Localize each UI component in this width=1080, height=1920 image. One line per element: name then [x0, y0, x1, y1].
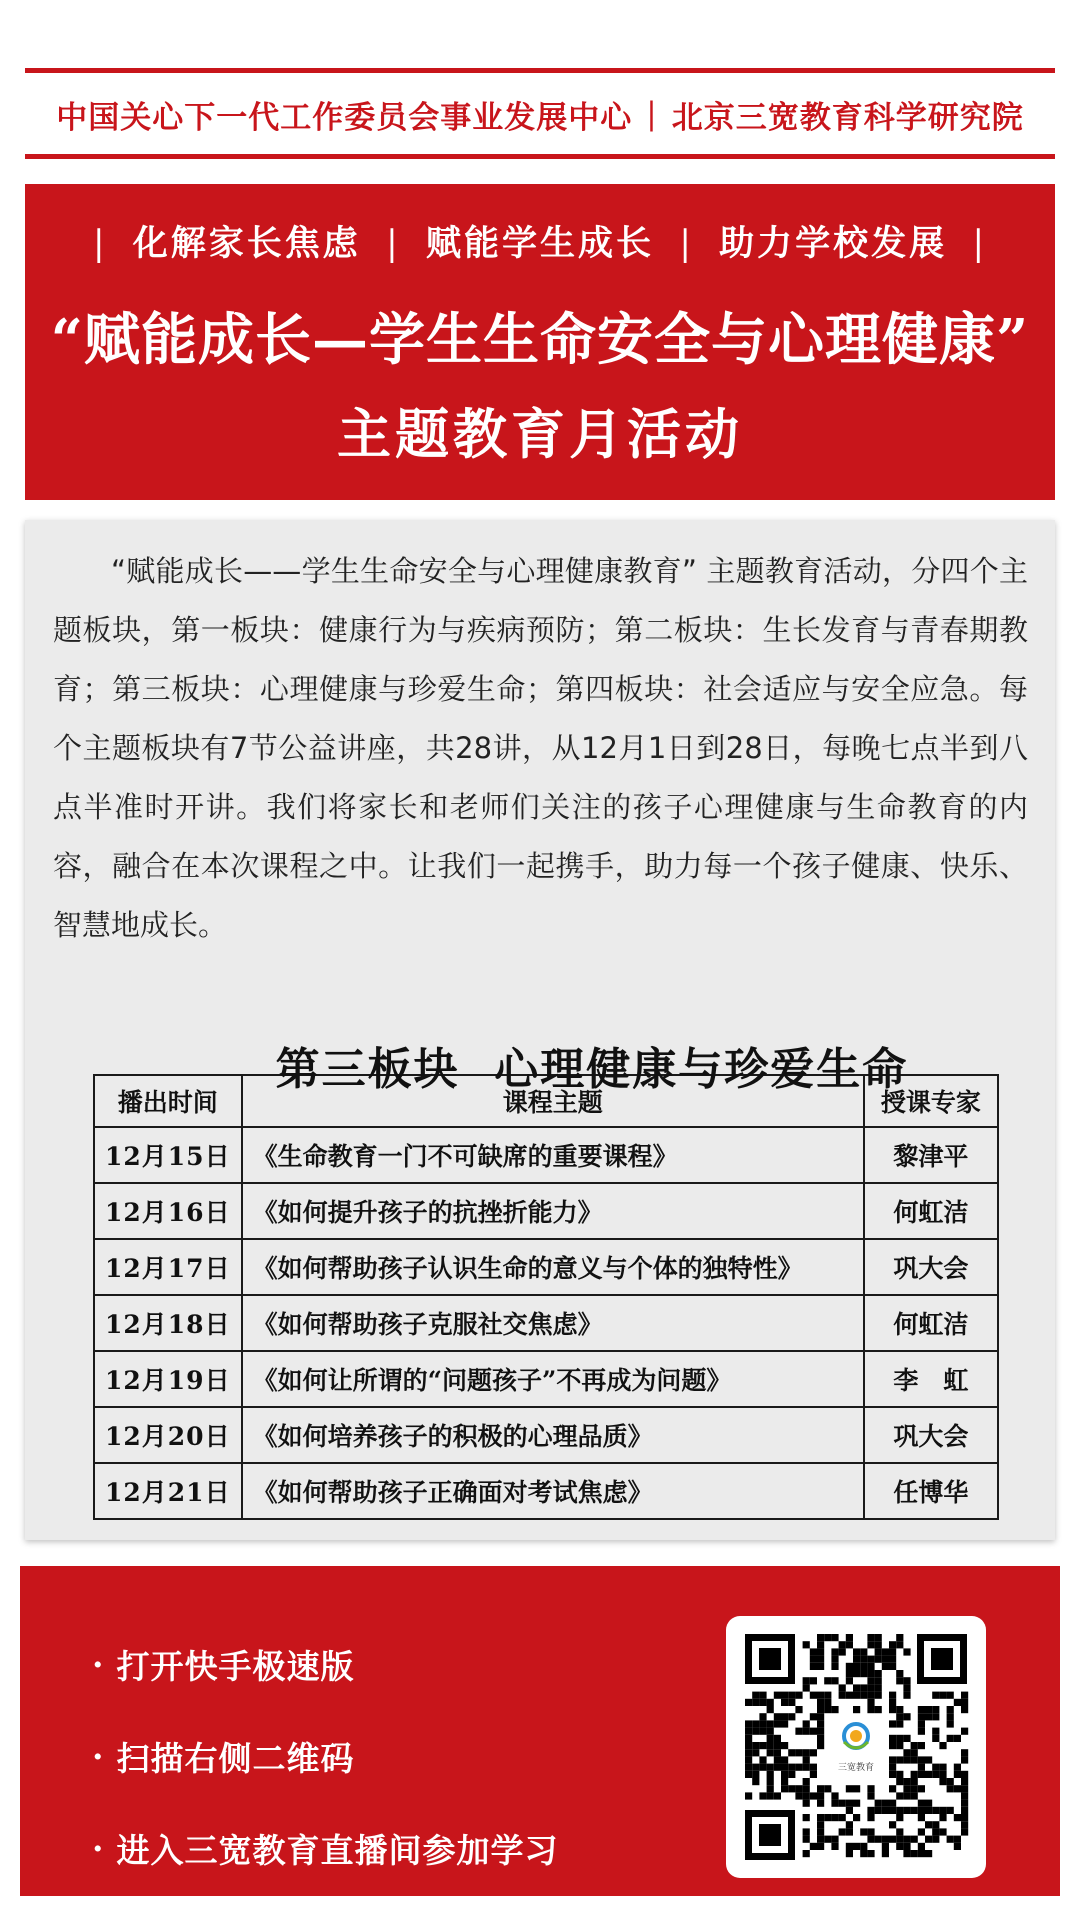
- slogan-bar: |: [679, 224, 694, 264]
- slogan-item: 助力学校发展: [719, 223, 948, 264]
- row-date: 12月16日: [94, 1183, 242, 1239]
- row-expert: 巩大会: [864, 1239, 998, 1295]
- row-expert: 何虹洁: [864, 1295, 998, 1351]
- row-date: 12月18日: [94, 1295, 242, 1351]
- header-expert: 授课专家: [864, 1075, 998, 1127]
- table-row: [94, 1351, 998, 1407]
- step-text: 打开快手极速版: [116, 1646, 355, 1686]
- schedule-table: [93, 1074, 999, 1520]
- slogan-row: [25, 216, 1055, 266]
- qr-code-icon: [741, 1630, 971, 1864]
- row-expert: 何虹洁: [864, 1183, 998, 1239]
- row-topic: 《如何帮助孩子认识生命的意义与个体的独特性》: [242, 1239, 864, 1295]
- sub-title: 主题教育月活动: [337, 402, 743, 466]
- table-row: [94, 1407, 998, 1463]
- row-date: 12月19日: [94, 1351, 242, 1407]
- intro-paragraph: “赋能成长——学生生命安全与心理健康教育” 主题教育活动，分四个主题板块，第一板块：健康行为与疾病预防；第二板块：生长发育与青春期教育；第三板块：心理健康与珍爱生命；第四板块：社会适应与安全应急。每个主题板块有7节公益讲座，共28讲，从12月1日到28日，每晚七点半到八点半准时开讲。我们将家长和老师们关注的孩子心理健康与生命教育的内容，融合在本次课程之中。让我们一起携手，助力每一个孩子健康、快乐、智慧地成长。: [53, 554, 1028, 942]
- step-item: [92, 1710, 559, 1802]
- header-topic: 课程主题: [242, 1075, 864, 1127]
- steps-list: [92, 1618, 559, 1894]
- row-topic: 《生命教育一门不可缺席的重要课程》: [242, 1127, 864, 1183]
- row-date: 12月21日: [94, 1463, 242, 1519]
- row-topic: 《如何培养孩子的积极的心理品质》: [242, 1407, 864, 1463]
- row-expert: 黎津平: [864, 1127, 998, 1183]
- row-expert: 巩大会: [864, 1407, 998, 1463]
- step-item: [92, 1802, 559, 1894]
- organizers-header: [25, 84, 1055, 144]
- row-expert: 任博华: [864, 1463, 998, 1519]
- step-text: 进入三宽教育直播间参加学习: [116, 1830, 559, 1870]
- row-topic: 《如何让所谓的“问题孩子”不再成为问题》: [242, 1351, 864, 1407]
- bullet-dot: ·: [92, 1828, 105, 1868]
- slogan-bar: |: [386, 224, 401, 264]
- slogan-bar: |: [972, 224, 988, 264]
- organizer-separator: |: [646, 96, 658, 132]
- table-row: [94, 1239, 998, 1295]
- row-topic: 《如何提升孩子的抗挫折能力》: [242, 1183, 864, 1239]
- row-date: 12月20日: [94, 1407, 242, 1463]
- top-rule-upper: [25, 68, 1055, 73]
- table-row: [94, 1127, 998, 1183]
- step-text: 扫描右侧二维码: [116, 1738, 355, 1778]
- footer-panel: [20, 1566, 1060, 1896]
- row-date: 12月17日: [94, 1239, 242, 1295]
- slogan-item: 化解家长焦虑: [132, 223, 361, 264]
- slogan-bar: |: [92, 224, 108, 264]
- table-row: [94, 1295, 998, 1351]
- main-title: “赋能成长—学生生命安全与心理健康”: [50, 307, 1030, 373]
- step-item: [92, 1618, 559, 1710]
- organizer-left: 中国关心下一代工作委员会事业发展中心: [56, 99, 633, 136]
- bullet-dot: ·: [92, 1736, 105, 1776]
- top-rule-lower: [25, 154, 1055, 159]
- title-banner: [25, 184, 1055, 500]
- organizer-right: 北京三宽教育科学研究院: [671, 99, 1024, 136]
- table-row: [94, 1183, 998, 1239]
- qr-code[interactable]: [726, 1616, 986, 1878]
- content-card: [25, 520, 1055, 1540]
- row-topic: 《如何帮助孩子克服社交焦虑》: [242, 1295, 864, 1351]
- section-title: 第三板块 心理健康与珍爱生命: [275, 1044, 909, 1095]
- qr-logo-text: 三宽教育: [837, 1763, 875, 1773]
- header-date: 播出时间: [94, 1075, 242, 1127]
- table-row: [94, 1463, 998, 1519]
- slogan-item: 赋能学生成长: [425, 223, 654, 264]
- bullet-dot: ·: [92, 1644, 105, 1684]
- row-topic: 《如何帮助孩子正确面对考试焦虑》: [242, 1463, 864, 1519]
- row-expert: 李 虹: [864, 1351, 998, 1407]
- row-date: 12月15日: [94, 1127, 242, 1183]
